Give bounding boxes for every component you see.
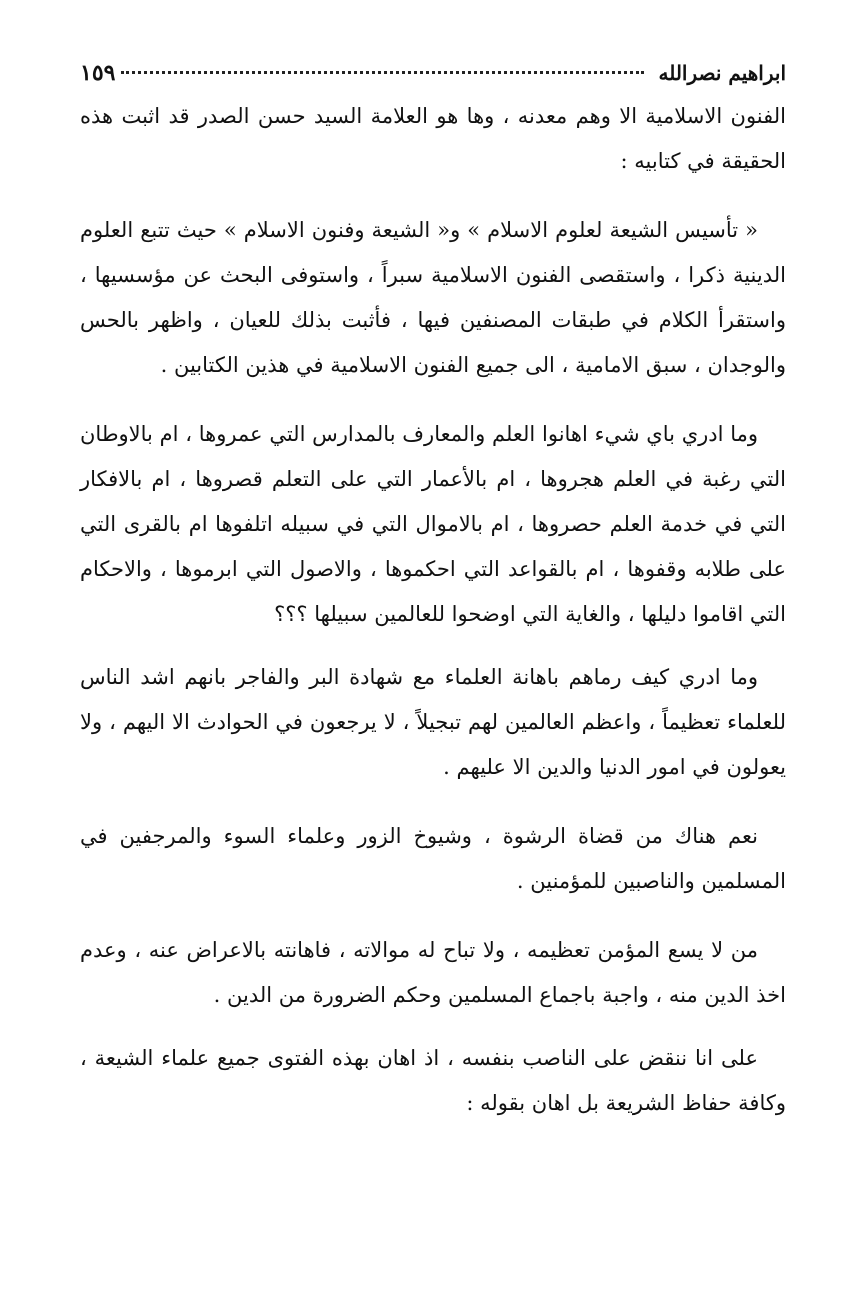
book-page bbox=[80, 60, 786, 1126]
paragraph-5: نعم هناك من قضاة الرشوة ، وشيوخ الزور وعلماء السوء والمرجفين في المسلمين والناصبين للمؤمنين . bbox=[80, 824, 786, 893]
paragraph-6: من لا يسع المؤمن تعظيمه ، ولا تباح له موالاته ، فاهانته بالاعراض عنه ، وعدم اخذ الدين منه ، واجبة باجماع المسلمين وحكم الضرورة من الدين . bbox=[80, 938, 786, 1007]
paragraph-2: « تأسيس الشيعة لعلوم الاسلام » و« الشيعة وفنون الاسلام » حيث تتبع العلوم الدينية ذكرا ، واستقصى الفنون الاسلامية سبراً ، واستوفى البحث عن مؤسسيها ، واستقرأ الكلام في طبقات المصنفين فيها ، فأثبت بذلك للعيان ، واظهر بالحس والوجدان ، سبق الامامية ، الى جميع الفنون الاسلامية في هذين الكتابين . bbox=[80, 218, 786, 377]
running-header bbox=[80, 60, 786, 94]
author-name: ابراهيم نصرالله bbox=[658, 61, 786, 85]
page-number: ١٥٩ bbox=[80, 60, 116, 86]
paragraph-1: الفنون الاسلامية الا وهم معدنه ، وها هو العلامة السيد حسن الصدر قد اثبت هذه الحقيقة في كتابيه : bbox=[80, 104, 786, 173]
leader-dots bbox=[121, 71, 644, 74]
paragraph-4: وما ادري كيف رماهم باهانة العلماء مع شهادة البر والفاجر بانهم اشد الناس للعلماء تعظيماً ، واعظم العالمين لهم تبجيلاً ، لا يرجعون في الحوادث الا اليهم ، ولا يعولون في امور الدنيا والدين الا عليهم . bbox=[80, 665, 786, 779]
paragraph-7: على انا ننقض على الناصب بنفسه ، اذ اهان بهذه الفتوى جميع علماء الشيعة ، وكافة حفاظ الشريعة بل اهان بقوله : bbox=[80, 1046, 786, 1115]
paragraph-3: وما ادري باي شيء اهانوا العلم والمعارف بالمدارس التي عمروها ، ام بالاوطان التي رغبة في العلم هجروها ، ام بالأعمار التي على التعلم قصروها ، ام بالافكار التي في خدمة العلم حصروها ، ام بالاموال التي في سبيله اتلفوها ام بالقرى التي على طلابه وقفوها ، ام بالقواعد التي احكموها ، والاصول التي ابرموها ، والاحكام التي اقاموا دليلها ، والغاية التي اوضحوا للعالمين سبيلها ؟؟؟ bbox=[80, 422, 786, 626]
